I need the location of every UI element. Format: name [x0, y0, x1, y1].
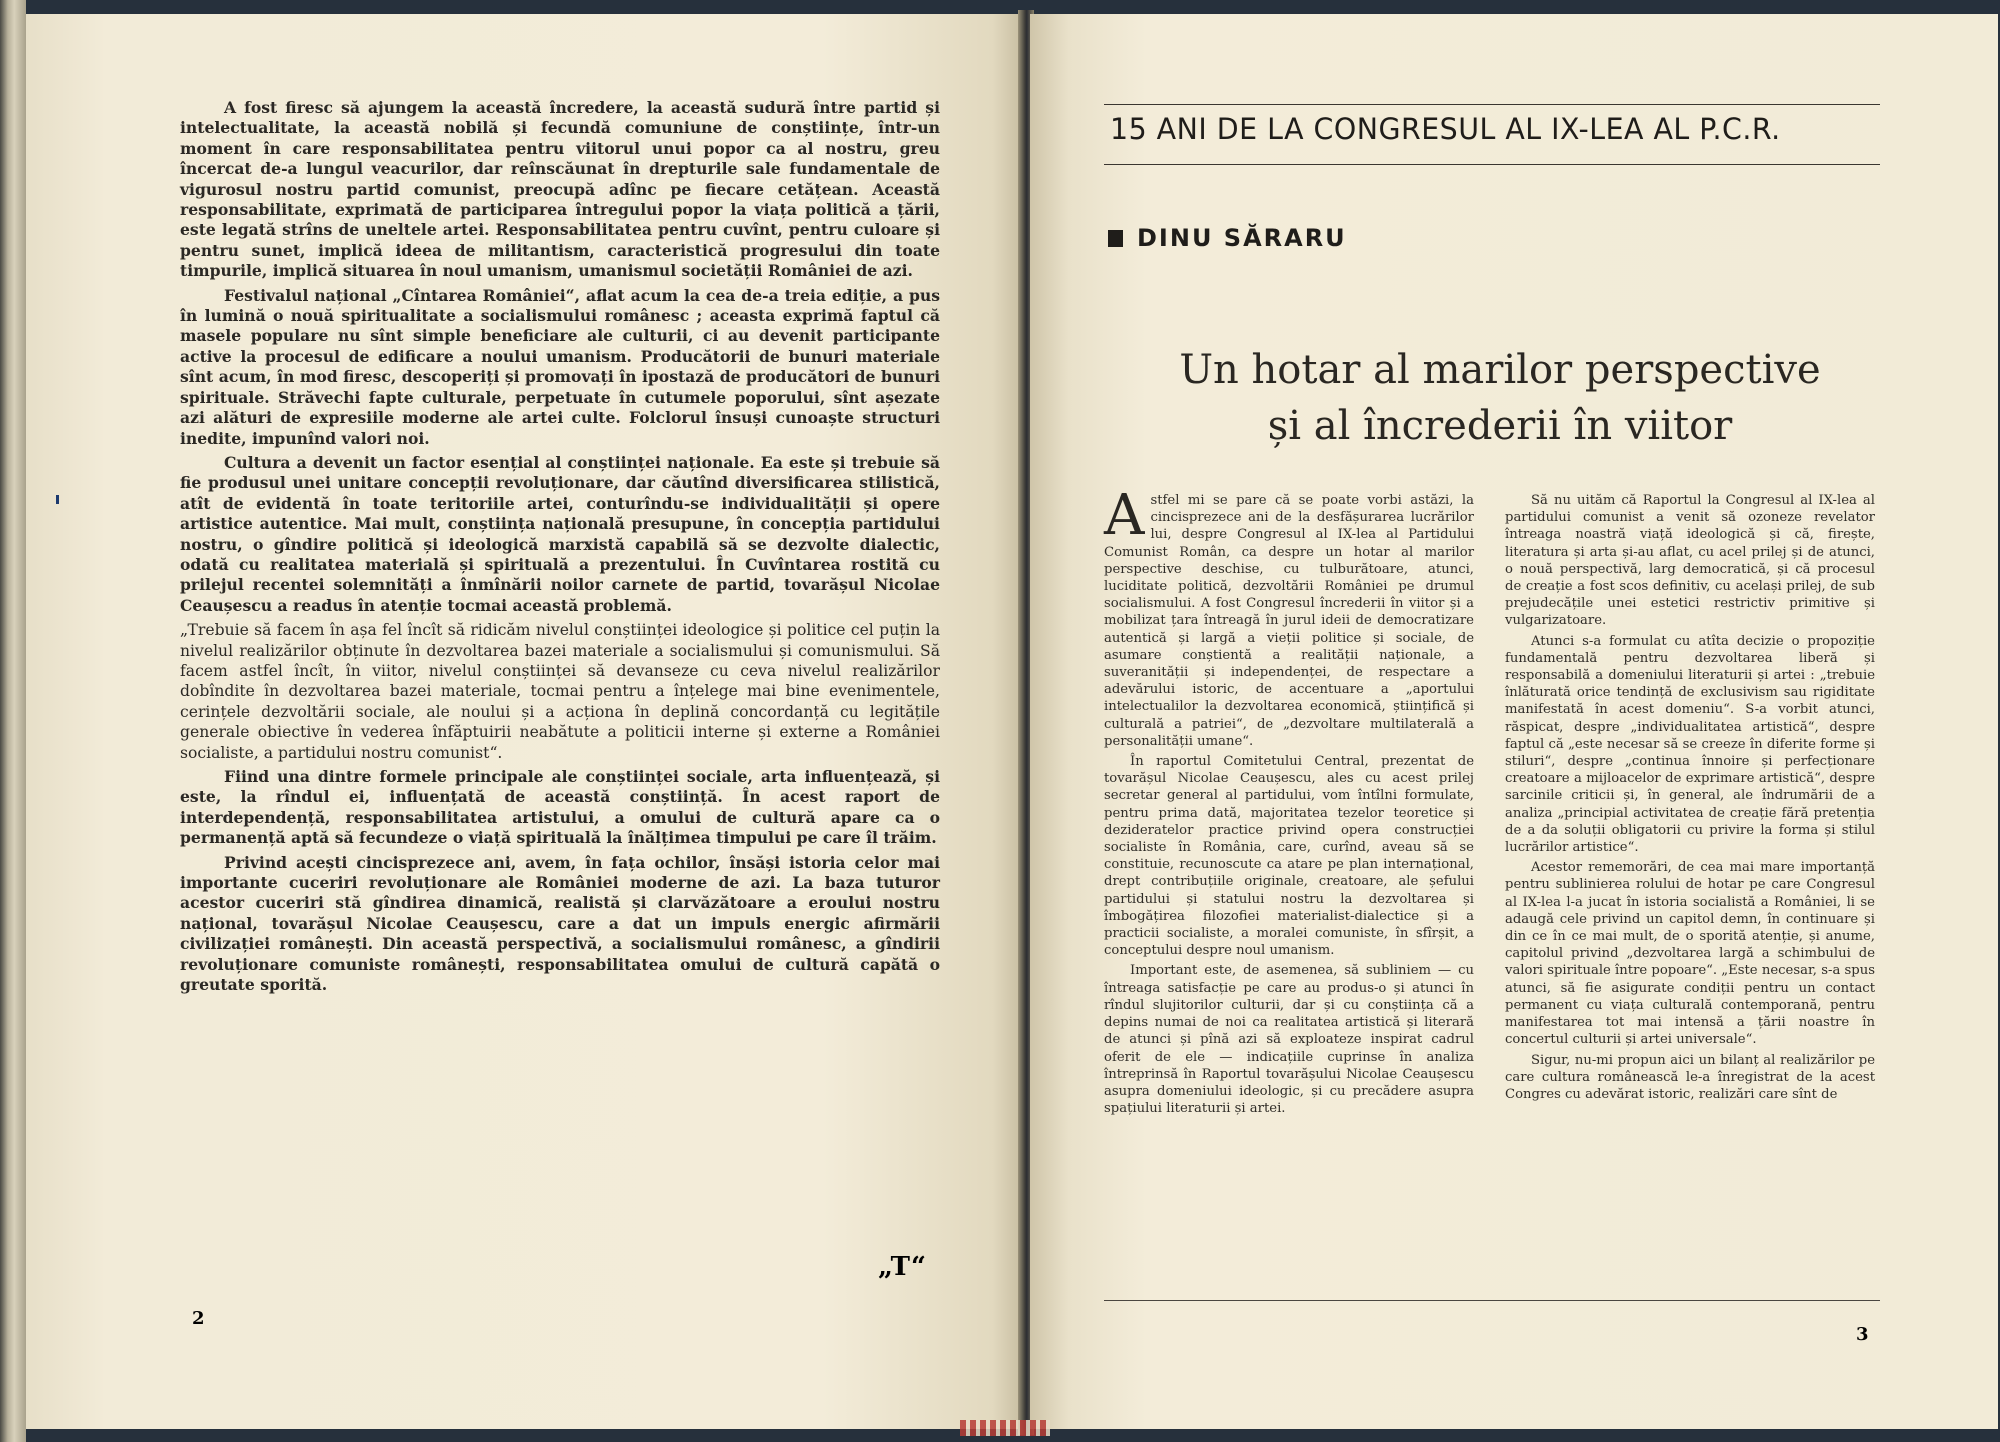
paragraph: Privind acești cincisprezece ani, avem, în fața ochilor, însăși istoria celor mai importante cuceriri revoluționare ale României moderne de azi. La baza tuturor acestor cuceriri stă gîndirea dinamică, realistă și clarvăzătoare a eroului nostru național, tovarășul Nicolae Ceaușescu, care a dat un impuls energic afirmării civilizației românești. Din această perspectivă, a socialismului românesc, a gîndirii revoluționare comuniste românești, responsabilitatea omului de cultură capătă o greutate sporită.: [180, 852, 940, 995]
square-bullet-icon: [1108, 230, 1123, 247]
header-rule-top: [1104, 104, 1880, 105]
left-page-text: [180, 98, 940, 999]
paragraph: Sigur, nu-mi propun aici un bilanț al realizărilor pe care cultura românească le-a înregistrat de la acest Congres cu adevărat istoric, realizări care sînt de: [1505, 1052, 1875, 1102]
article-column-left: [1104, 483, 1474, 1120]
paragraph: Acestor rememorări, de cea mai mare importanță pentru sublinierea rolului de hotar pe care Congresul al IX-lea l-a jucat în istoria socialistă a României, li se adaugă cele privind un capitol demn, în continuare și din ce în ce mai mult, de o sporită atenție, și anume, capitolul privind „dezvoltarea largă a schimbului de valori spirituale între popoare“. „Este necesar, s-a spus atunci, să fie asigurate condiții pentru un contact permanent cu viața culturală contemporană, pentru manifestarea tot mai intensă a țării noastre în concertul culturii și artei universale“.: [1505, 860, 1875, 1048]
paragraph: Să nu uităm că Raportul la Congresul al IX-lea al partidului comunist a venit să ozoneze revelator întreaga noastră viață ideologică și că, firește, literatura și arta și-au aflat, cu acel prilej și de atunci, o nouă perspectivă, larg democratică, și că procesul de creație a fost scos definitiv, cu același prilej, de sub prejudecățile unei estetici restrictiv primitive și vulgarizatoare.: [1505, 493, 1875, 629]
article-column-right: [1505, 492, 1875, 1106]
quote-paragraph: „Trebuie să facem în așa fel încît să ridicăm nivelul conștiinței ideologice și politice cel puțin la nivelul realizărilor obținute în dezvoltarea bazei materiale a socialismului și comunismului. Să facem astfel încît, în viitor, nivelul conștiinței să devanseze cu ceva nivelul realizărilor dobîndite în dezvoltarea bazei materiale, tocmai pentru a înțelege mai bine evenimentele, cerințele dezvoltării sociale, ale noului și a acționa în deplină concordanță cu legitățile generale obiective în vederea înfăptuirii neabătute a politicii interne și externe a României socialiste, a partidului nostru comunist“.: [180, 621, 940, 762]
article-title-line-2: și al încrederii în viitor: [1267, 403, 1733, 449]
author-name: DINU SĂRARU: [1137, 224, 1347, 252]
paragraph: Cultura a devenit un factor esențial al conștiinței naționale. Ea este și trebuie să fie produsul unei unitare concepții revoluționare, dar căutînd diversificarea stilistică, atît de evidentă în toate teritoriile artei, conturîndu-se individualității și opere artistice autentice. Mai mult, conștiința națională presupune, în concepția partidului nostru, o gîndire politică și ideologică marxistă capabilă să se dezvolte dialectic, odată cu realitatea materială și spirituală a prezentului. În Cuvîntarea rostită cu prilejul recentei solemnități a înmînării noilor carnete de partid, tovarășul Nicolae Ceaușescu a readus în atenție tocmai această problemă.: [180, 452, 940, 615]
header-rule-bottom: [1104, 164, 1880, 165]
paragraph: Festivalul național „Cîntarea României“, aflat acum la cea de-a treia ediție, a pus în lumină o nouă spiritualitate a socialismului românesc ; aceasta exprimă faptul că masele populare nu sînt simple beneficiare ale culturii, ci au devenit participante active la procesul de edificare a noului umanism. Producătorii de bunuri materiale sînt acum, în mod firesc, descoperiți și promovați în ipostază de producători de bunuri spirituale. Străvechi fapte culturale, perpetuate în cutumele poporului, sînt așezate azi alături de expresiile moderne ale artei culte. Folclorul însuși cunoaște structuri inedite, impunînd valori noi.: [180, 285, 940, 448]
library-stamp: [960, 1420, 1050, 1436]
article-title-line-1: Un hotar al marilor perspective: [1179, 347, 1821, 393]
page-number-right: 3: [1856, 1324, 1869, 1345]
article-title: [1140, 342, 1860, 454]
footer-rule: [1104, 1300, 1880, 1301]
drop-cap: A: [1104, 483, 1145, 548]
paragraph-text: stfel mi se pare că se poate vorbi astăzi, la cincisprezece ani de la desfășurarea lucrărilor lui, despre Congresul al IX-lea al Partidului Comunist Român, ca despre un hotar al marilor perspective deschise, cu tulburătoare, atunci, luciditate politică, dezvoltării României pe drumul socialismului. A fost Congresul încrederii în viitor și a mobilizat țara întreagă în jurul ideii de democratizare autentică și largă a vieții politice și sociale, de asumare conștientă a realității naționale, a suveranității și independenței, de respectare a adevărului istoric, de accentuare a „aportului intelectualilor la dezvoltarea economică, științifică și culturală a patriei“, de „dezvoltare multilaterală a personalității umane“.: [1104, 493, 1474, 749]
page-number-left: 2: [192, 1308, 205, 1329]
section-header: 15 ANI DE LA CONGRESUL AL IX-LEA AL P.C.R.: [1110, 112, 1781, 146]
signature-mark: „T“: [878, 1252, 927, 1282]
paragraph: [1104, 483, 1474, 750]
book-binding-edge: [0, 0, 26, 1442]
paragraph: Fiind una dintre formele principale ale conștiinței sociale, arta influențează, și este, la rîndul ei, influențată de această conștiință. În acest raport de interdependență, responsabilitatea artistului, a omului de cultură apare ca o permanență aptă să fecundeze o viață spirituală la înălțimea timpului pe care îl trăim.: [180, 767, 940, 848]
ink-mark: [56, 495, 59, 504]
paragraph: Atunci s-a formulat cu atîta decizie o propoziție fundamentală pentru dezvoltarea liberă și responsabilă a domeniului literaturii și artei : „trebuie înlăturată orice tendință de exclusivism sau rigiditate manifestată în acest domeniu“. S-a vorbit atunci, răspicat, despre „individualitatea artistică“, despre faptul că „este necesar să se creeze în diferite forme și stiluri“, despre „continua înnoire și perfecționare creatoare a mijloacelor de exprimare artistică“, despre sarcinile criticii și, în general, ale îndrumării de a analiza „principial activitatea de creație fără pretenția de a da soluții obligatorii cu privire la forma și stilul lucrărilor artistice“.: [1505, 633, 1875, 856]
paragraph: În raportul Comitetului Central, prezentat de tovarășul Nicolae Ceaușescu, ales cu acest prilej secretar general al partidului, vom întîlni formulate, pentru prima dată, majoritatea tezelor teoretice și dezideratelor practice privind opera construcției socialiste în România, care, curînd, aveau să se constituie, recunoscute ca atare pe plan internațional, drept contribuțiile originale, creatoare, ale șefului partidului și statului nostru la dezvoltarea și îmbogățirea filozofiei materialist-dialectice și a practicii socialiste, a moralei comuniste, în sfîrșit, a conceptului despre noul umanism.: [1104, 754, 1474, 959]
author-byline: [1108, 224, 1347, 252]
paragraph: Important este, de asemenea, să subliniem — cu întreaga satisfacție pe care au produs-o și atunci în rîndul slujitorilor culturii, dar și cu conștiința că a depins numai de noi ca realitatea artistică și literară de atunci și pînă azi să exploateze inspirat cadrul oferit de ele — indicațiile cuprinse în analiza întreprinsă în Raportul tovarășului Nicolae Ceaușescu asupra domeniului ideologic, și cu precădere asupra spațiului literaturii și artei.: [1104, 963, 1474, 1117]
paragraph: A fost firesc să ajungem la această încredere, la această sudură între partid și intelectualitate, la această nobilă și fecundă comuniune de conștiințe, într-un moment în care responsabilitatea pentru viitorul unui popor ca al nostru, greu încercat de-a lungul veacurilor, dar reînscăunat în drepturile sale fundamentale de vigurosul nostru partid comunist, preocupă adînc pe fiecare cetățean. Această responsabilitate, exprimată de participarea întregului popor la viața politică a țării, este legată strîns de uneltele artei. Responsabilitatea pentru cuvînt, pentru culoare și pentru sunet, implică ideea de militantism, caracteristică progresului din toate timpurile, implică situarea în noul umanism, umanismul societății României de azi.: [180, 98, 940, 281]
